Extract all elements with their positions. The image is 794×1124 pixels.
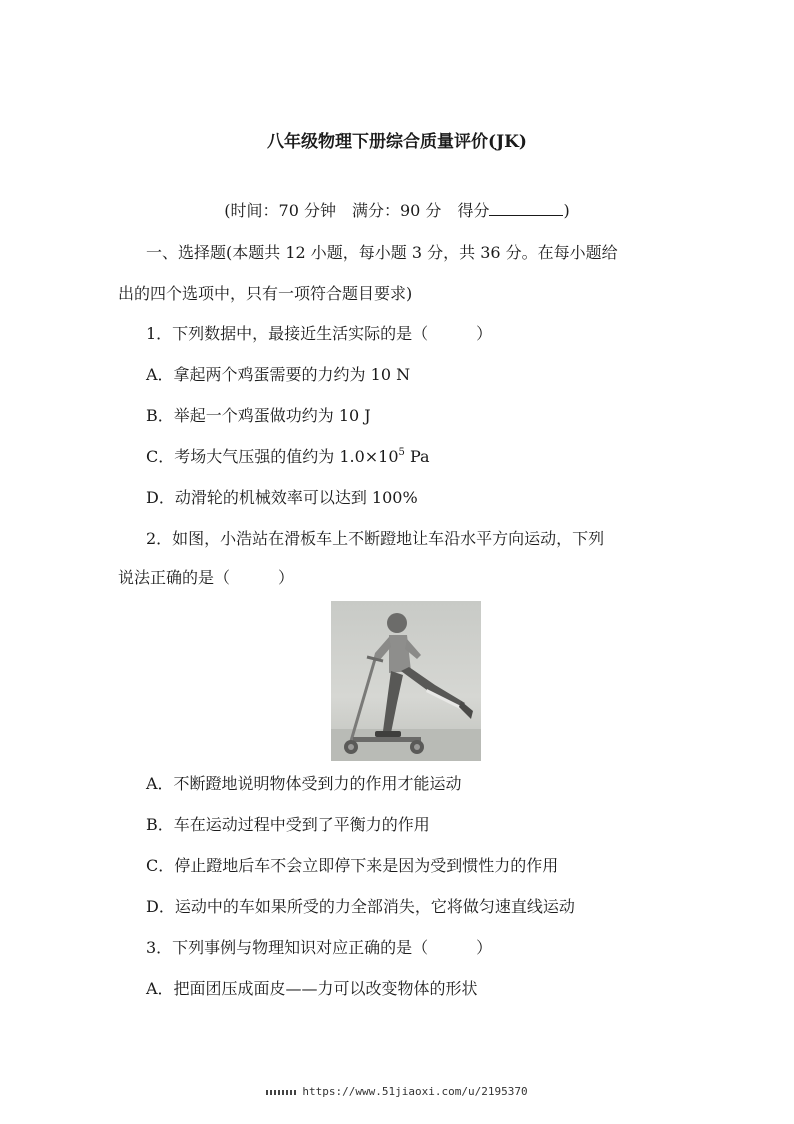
option-c-exponent: 5 [398,447,405,458]
option-c-unit: Pa [404,447,430,466]
exam-score-label: 得分 [457,201,490,220]
section-heading-line2: 出的四个选项中，只有一项符合题目要求) [118,284,413,303]
exam-meta-close: ) [563,201,570,220]
footer-url[interactable]: https://www.51jiaoxi.com/u/2195370 [302,1085,528,1098]
score-blank [489,199,563,216]
question-3-option-a: A．把面团压成面皮——力可以改变物体的形状 [146,979,478,998]
exam-time: (时间：70 分钟 [224,201,336,220]
exam-full-score: 满分：90 分 [351,201,442,220]
question-2-stem-line1: 2．如图，小浩站在滑板车上不断蹬地让车沿水平方向运动，下列 [146,529,605,548]
question-1-option-a: A．拿起两个鸡蛋需要的力约为 10 N [146,365,411,384]
question-1-option-d: D．动滑轮的机械效率可以达到 100% [146,488,418,507]
question-2-stem-line2: 说法正确的是（ ） [118,568,295,587]
scooter-boy-image [331,601,481,761]
question-1-option-b: B．举起一个鸡蛋做功约为 10 J [146,406,371,425]
question-2-option-a: A．不断蹬地说明物体受到力的作用才能运动 [146,774,462,793]
exam-meta [0,199,794,222]
question-2-option-d: D．运动中的车如果所受的力全部消失，它将做匀速直线运动 [146,897,575,916]
option-c-text: C．考场大气压强的值约为 1.0×10 [146,447,399,466]
watermark-logo-icon [266,1090,296,1095]
footer-source [0,1085,794,1098]
question-2-option-b: B．车在运动过程中受到了平衡力的作用 [146,815,430,834]
scooter-illustration [331,601,481,761]
question-1-option-c [146,446,430,468]
section-heading-line1: 一、选择题(本题共 12 小题，每小题 3 分，共 36 分。在每小题给 [146,243,618,262]
question-2-option-c: C．停止蹬地后车不会立即停下来是因为受到惯性力的作用 [146,856,559,875]
question-1-stem: 1．下列数据中，最接近生活实际的是（ ） [146,324,493,343]
page-title: 八年级物理下册综合质量评价(JK) [267,132,527,152]
question-3-stem: 3．下列事例与物理知识对应正确的是（ ） [146,938,493,957]
